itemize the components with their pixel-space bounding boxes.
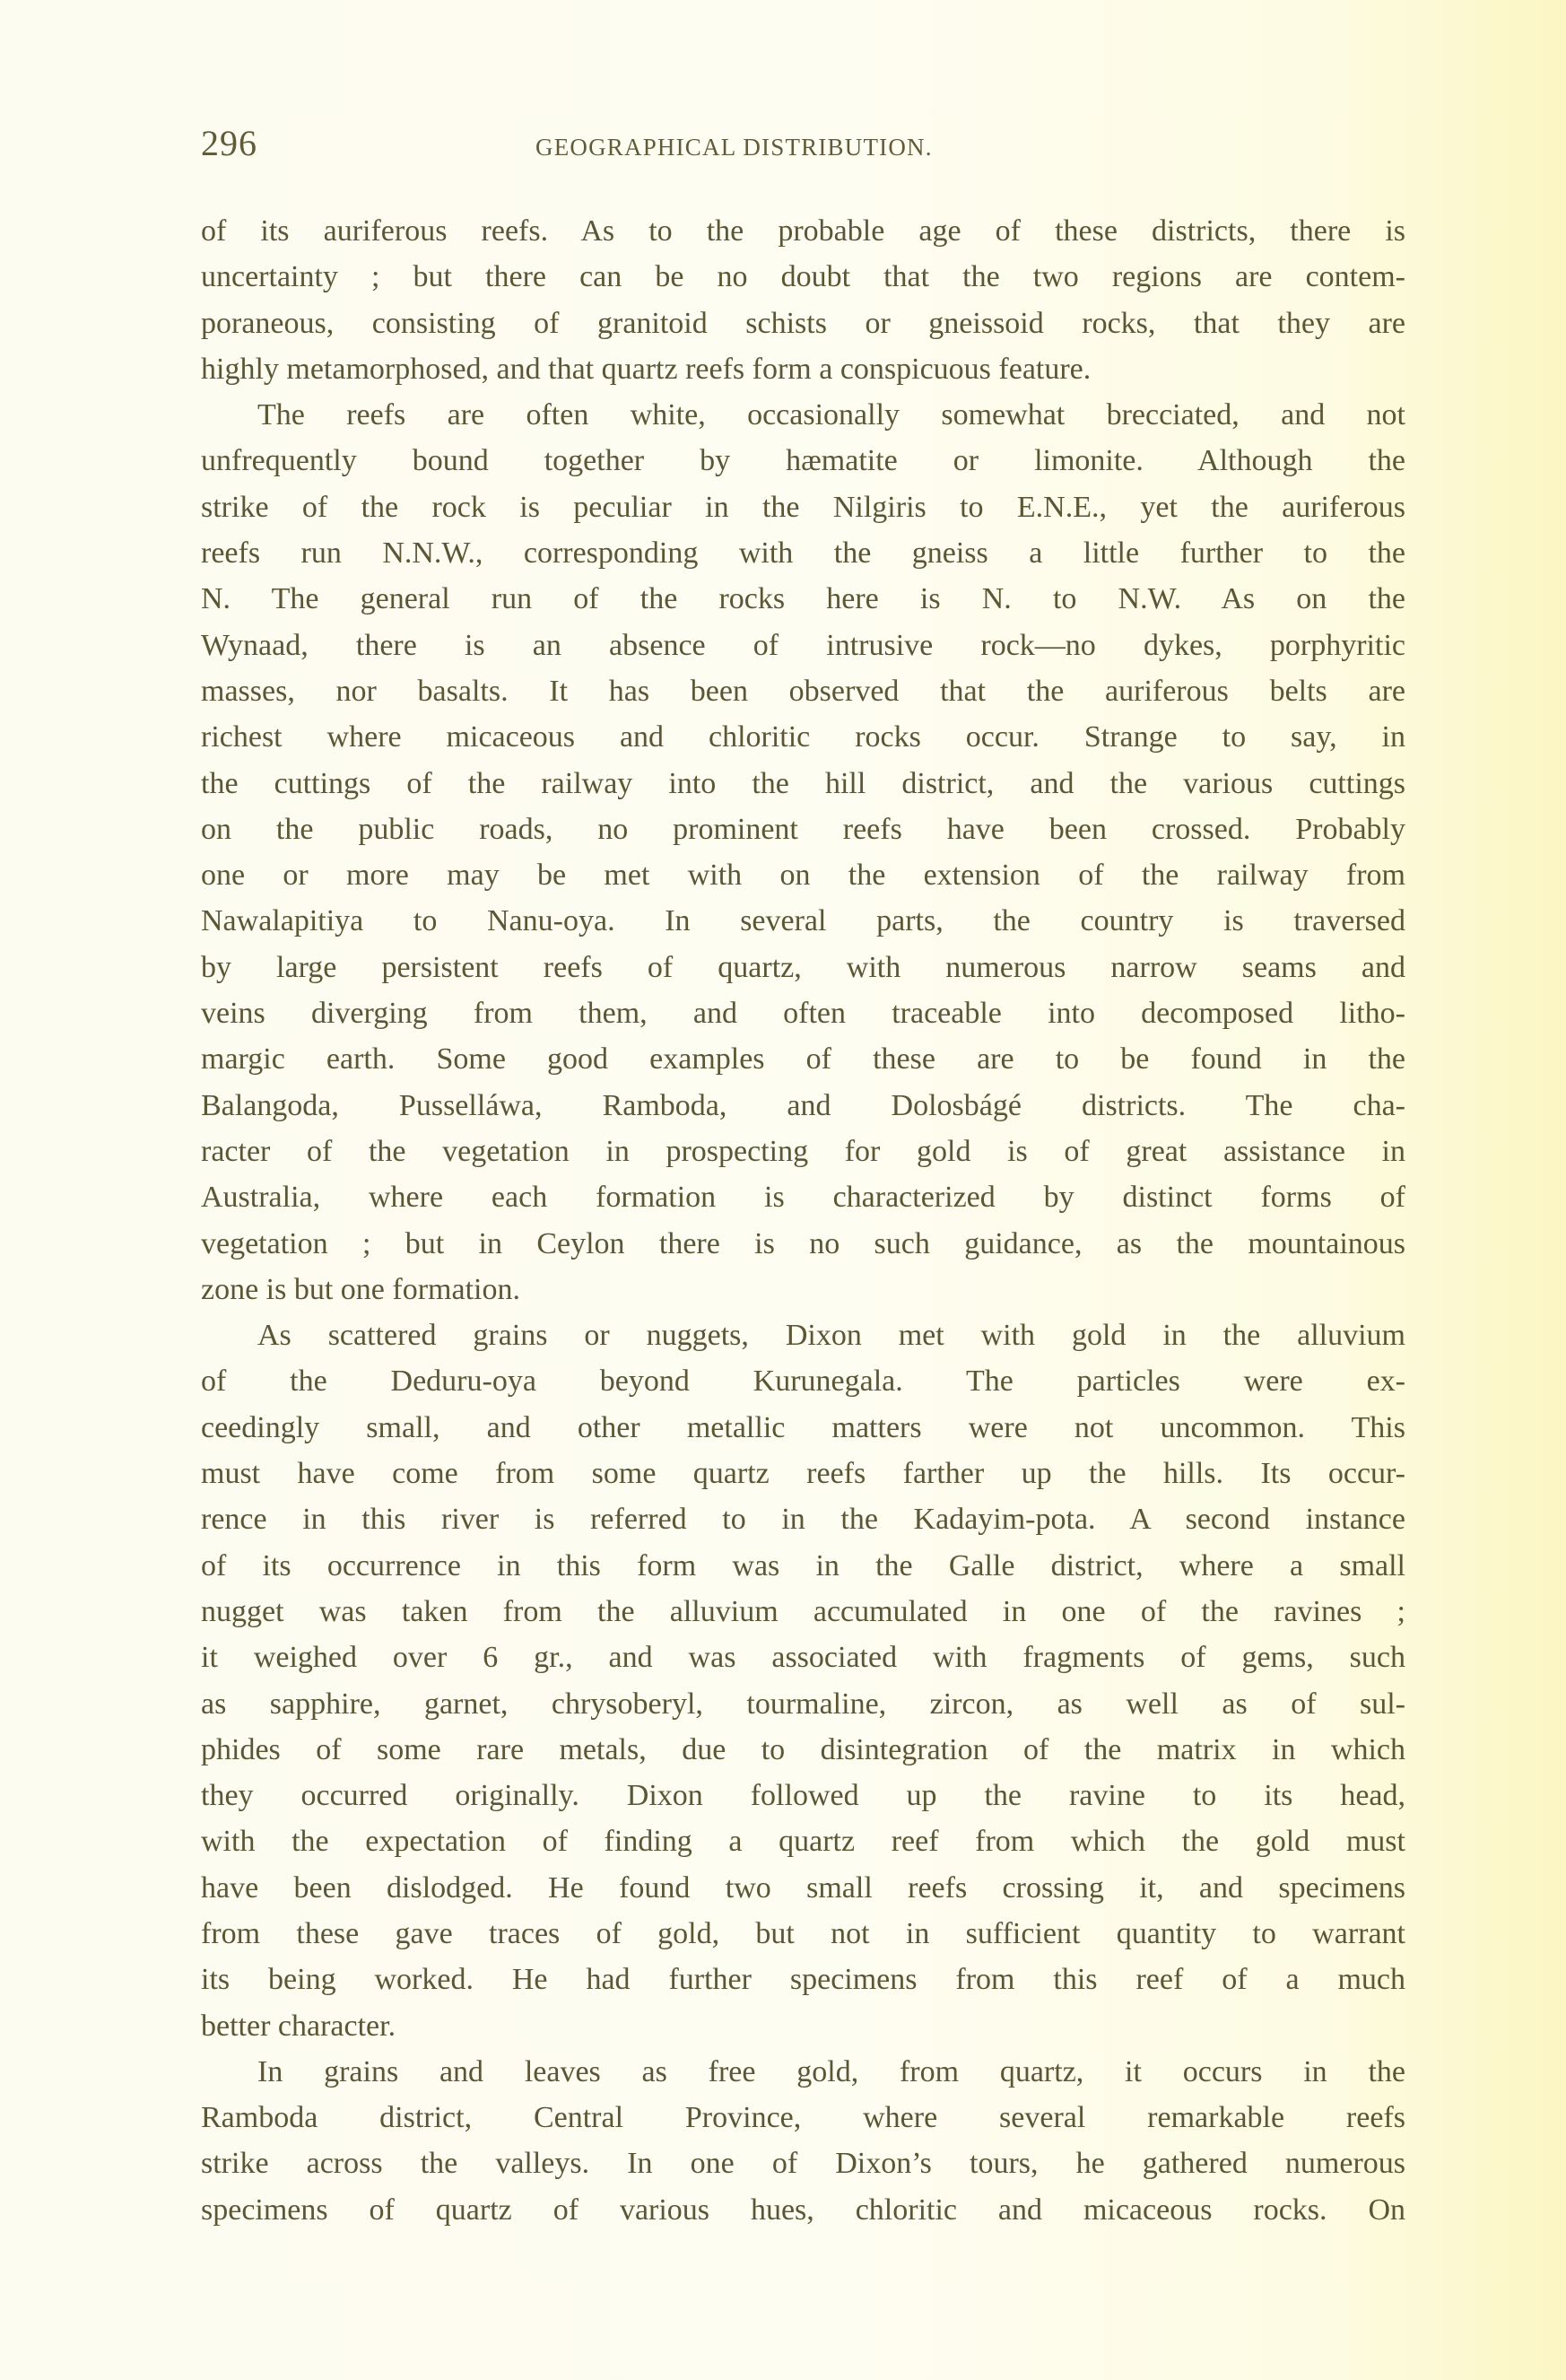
text-line: Balangoda, Pusselláwa, Ramboda, and Dolosbágé districts. The cha- (201, 1088, 1405, 1122)
text-line: reefs run N.N.W., corresponding with the gneiss a little further to the (201, 536, 1405, 571)
text-line: vegetation ; but in Ceylon there is no such guidance, as the mountainous (201, 1226, 1405, 1260)
page-header (0, 0, 1566, 179)
text-line: zone is but one formation. (201, 1272, 520, 1306)
text-line: with the expectation of finding a quartz reef from which the gold must (201, 1825, 1405, 1859)
paragraph (201, 208, 1405, 392)
text-line: rence in this river is referred to in the Kadayim-pota. A second instance (201, 1503, 1405, 1537)
text-line: from these gave traces of gold, but not in sufficient quantity to warrant (201, 1916, 1405, 1950)
text-line: poraneous, consisting of granitoid schists or gneissoid rocks, that they are (201, 306, 1405, 340)
text-line: the cuttings of the railway into the hill district, and the various cuttings (201, 766, 1405, 800)
text-line: it weighed over 6 gr., and was associated with fragments of gems, such (201, 1641, 1405, 1675)
text-line: they occurred originally. Dixon followed up the ravine to its head, (201, 1779, 1405, 1813)
text-line: have been dislodged. He found two small reefs crossing it, and specimens (201, 1870, 1405, 1905)
body-text (201, 208, 1405, 2233)
text-line: richest where micaceous and chloritic rocks occur. Strange to say, in (201, 720, 1405, 754)
text-line: highly metamorphosed, and that quartz reefs form a conspicuous feature. (201, 352, 1092, 386)
text-line: on the public roads, no prominent reefs have been crossed. Probably (201, 812, 1405, 846)
paragraph (201, 392, 1405, 1312)
text-line: of the Deduru-oya beyond Kurunegala. The particles were ex- (201, 1364, 1405, 1399)
text-line: masses, nor basalts. It has been observed that the auriferous belts are (201, 674, 1405, 708)
text-line: as sapphire, garnet, chrysoberyl, tourmaline, zircon, as well as of sul- (201, 1687, 1405, 1721)
text-line: by large persistent reefs of quartz, with numerous narrow seams and (201, 950, 1405, 984)
text-line: ceedingly small, and other metallic matters were not uncommon. This (201, 1410, 1405, 1444)
text-line: strike of the rock is peculiar in the Nilgiris to E.N.E., yet the auriferous (201, 490, 1405, 524)
text-line: better character. (201, 2009, 396, 2043)
text-line: Australia, where each formation is characterized by distinct forms of (201, 1181, 1405, 1215)
paragraph (201, 2049, 1405, 2233)
page-number: 296 (201, 123, 257, 163)
text-line: N. The general run of the rocks here is N. to N.W. As on the (201, 582, 1405, 616)
text-line: one or more may be met with on the extension of the railway from (201, 859, 1405, 893)
text-line: unfrequently bound together by hæmatite or limonite. Although the (201, 444, 1405, 478)
text-line: specimens of quartz of various hues, chloritic and micaceous rocks. On (201, 2193, 1405, 2227)
text-line: Wynaad, there is an absence of intrusive rock—no dykes, porphyritic (201, 628, 1405, 662)
text-line: phides of some rare metals, due to disintegration of the matrix in which (201, 1732, 1405, 1766)
text-line: its being worked. He had further specimens from this reef of a much (201, 1963, 1405, 1997)
text-line: must have come from some quartz reefs farther up the hills. Its occur- (201, 1457, 1405, 1491)
paragraph (201, 1312, 1405, 2049)
text-line: The reefs are often white, occasionally somewhat brecciated, and not (257, 398, 1405, 432)
text-line: In grains and leaves as free gold, from quartz, it occurs in the (257, 2054, 1405, 2088)
running-head: GEOGRAPHICAL DISTRIBUTION. (535, 134, 933, 161)
text-line: racter of the vegetation in prospecting for gold is of great assistance in (201, 1134, 1405, 1168)
text-line: As scattered grains or nuggets, Dixon met with gold in the alluvium (257, 1319, 1405, 1353)
text-line: margic earth. Some good examples of these are to be found in the (201, 1042, 1405, 1077)
text-line: uncertainty ; but there can be no doubt that the two regions are contem- (201, 260, 1405, 294)
text-line: strike across the valleys. In one of Dixon’s tours, he gathered numerous (201, 2147, 1405, 2181)
text-line: of its auriferous reefs. As to the probable age of these districts, there is (201, 214, 1405, 248)
text-line: Ramboda district, Central Province, where several remarkable reefs (201, 2101, 1405, 2135)
text-line: veins diverging from them, and often traceable into decomposed litho- (201, 997, 1405, 1031)
text-line: Nawalapitiya to Nanu-oya. In several parts, the country is traversed (201, 904, 1405, 938)
text-line: nugget was taken from the alluvium accumulated in one of the ravines ; (201, 1594, 1405, 1628)
text-line: of its occurrence in this form was in the Galle district, where a small (201, 1548, 1405, 1582)
